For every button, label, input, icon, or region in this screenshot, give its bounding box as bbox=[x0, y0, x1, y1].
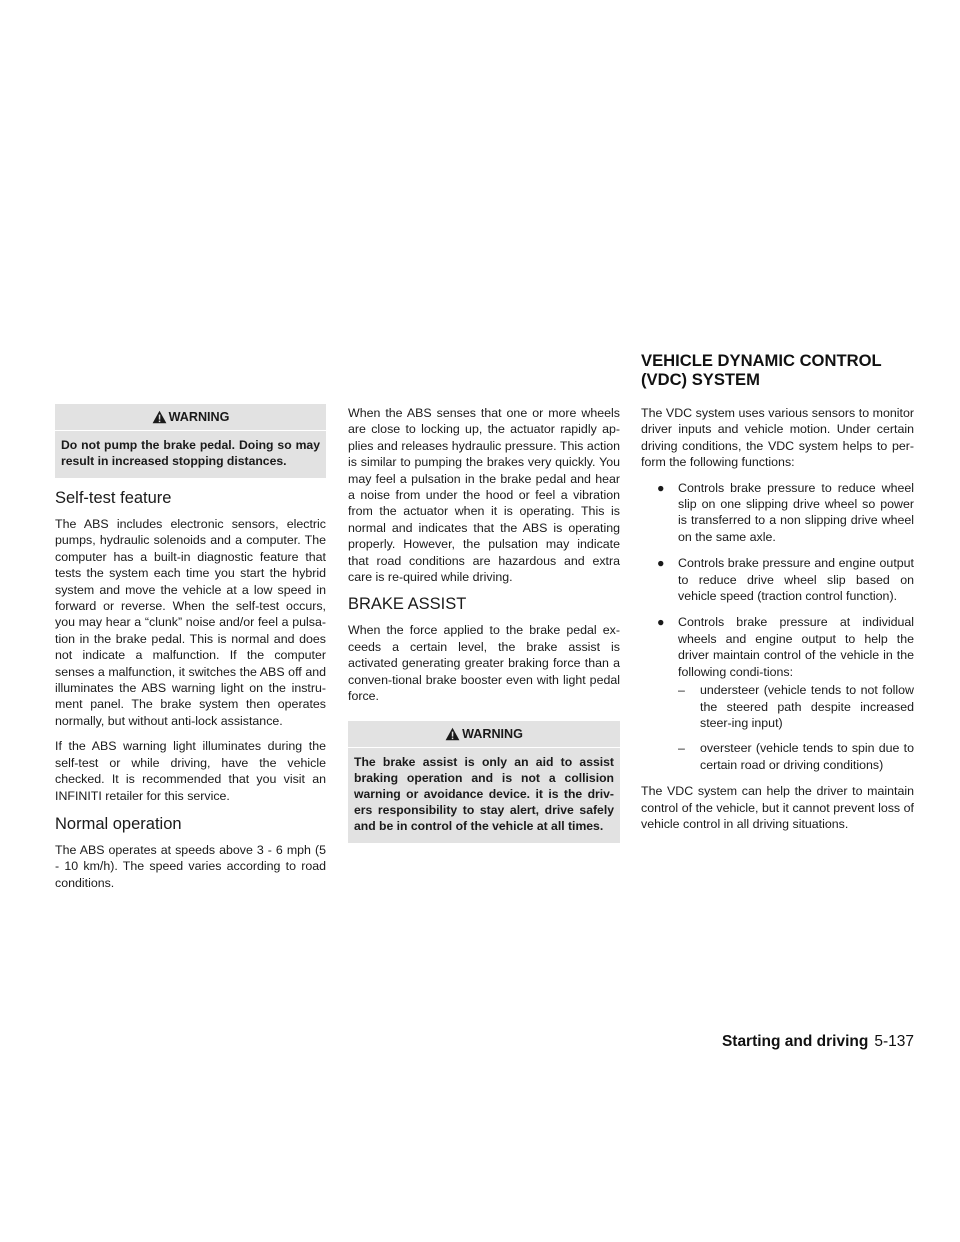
page-footer bbox=[722, 1033, 914, 1051]
vdc-intro-paragraph: The VDC system uses various sensors to monitor driver inputs and vehicle motion. Under certain driving conditions, the VDC system helps to per-form the following functions: bbox=[641, 406, 914, 470]
list-item: – understeer (vehicle tends to not follow the steered path despite increased steer-ing input) bbox=[678, 683, 914, 730]
warning-triangle-icon bbox=[445, 727, 460, 741]
list-item: – oversteer (vehicle tends to spin due to certain road or driving conditions) bbox=[678, 741, 914, 772]
bullet-icon: ● bbox=[657, 615, 665, 630]
vdc-function-list bbox=[641, 480, 914, 774]
list-item: ● Controls brake pressure at individual wheels and engine output to help the driver maintain control of the vehicle in the following condi-tions: – understeer (vehicle tends to not follow the steered path despite increased steer-ing input) – oversteer (vehicle tends to spin due to certain road or driving conditions) bbox=[657, 615, 914, 772]
condition-list bbox=[678, 682, 914, 773]
warning-text: The brake assist is only an aid to assist braking operation and is not a collision warning or avoidance device. it is the driv-ers responsibility to stay alert, drive safely and be in control of the vehicle at all times. bbox=[354, 754, 614, 833]
column-right bbox=[641, 405, 914, 841]
normal-operation-paragraph: The ABS operates at speeds above 3 - 6 mph (5 - 10 km/h). The speed varies according to road conditions. bbox=[55, 842, 326, 890]
page-number: 5-137 bbox=[874, 1033, 914, 1050]
bullet-icon: ● bbox=[657, 480, 665, 495]
vdc-closing-paragraph: The VDC system can help the driver to maintain control of the vehicle, but it cannot prevent loss of vehicle control in all driving situations. bbox=[641, 784, 914, 831]
warning-box-abs bbox=[55, 404, 326, 478]
abs-operation-paragraph: When the ABS senses that one or more wheels are close to locking up, the actuator rapidly ap-plies and releases hydraulic pressure. This action is similar to pumping the brakes very quickly. You may feel a pulsation in the brake pedal and hear a noise from under the hood or feel a vibration from the actuator when it is operating. This is normal and indicates that the ABS is operating properly. However, the pulsation may indicate that road conditions are hazardous and extra care is re-quired while driving. bbox=[348, 406, 620, 585]
warning-header bbox=[348, 725, 620, 748]
column-left bbox=[55, 404, 326, 900]
dash-icon: – bbox=[678, 741, 685, 756]
brake-assist-paragraph: When the force applied to the brake pedal ex-ceeds a certain level, the brake assist is activated generating greater braking force than a conven-tional brake booster even with light pedal force. bbox=[348, 623, 620, 704]
self-test-paragraph-1: The ABS includes electronic sensors, electric pumps, hydraulic solenoids and a computer. The computer has a built-in diagnostic feature that tests the system each time you start the hybrid system and move the vehicle at a low speed in forward or reverse. When the self-test occurs, you may hear a “clunk” noise and/or feel a pulsa-tion in the brake pedal. This is normal and does not indicate a malfunction. If the computer senses a malfunction, it switches the ABS off and illuminates the ABS warning light on the instru-ment panel. The brake system then operates normally, but without anti-lock assistance. bbox=[55, 517, 326, 728]
column-middle bbox=[348, 405, 620, 849]
warning-text: Do not pump the brake pedal. Doing so may result in increased stopping distances. bbox=[61, 438, 320, 468]
warning-triangle-icon bbox=[152, 410, 167, 424]
normal-operation-heading: Normal operation bbox=[55, 814, 182, 833]
warning-title: WARNING bbox=[168, 410, 230, 424]
self-test-paragraph-2: If the ABS warning light illuminates during the self-test or while driving, have the vehicle checked. It is recommended that you visit an INFINITI retailer for this service. bbox=[55, 739, 326, 803]
warning-title: WARNING bbox=[462, 726, 523, 741]
list-item: ● Controls brake pressure and engine output to reduce drive wheel slip based on vehicle speed (traction control function). bbox=[657, 556, 914, 604]
warning-box-brake-assist bbox=[348, 721, 620, 843]
chapter-name: Starting and driving bbox=[721, 1033, 869, 1050]
bullet-icon: ● bbox=[657, 556, 665, 571]
self-test-heading: Self-test feature bbox=[55, 489, 172, 507]
warning-header bbox=[55, 408, 326, 431]
brake-assist-heading: BRAKE ASSIST bbox=[348, 595, 467, 614]
list-item: ● Controls brake pressure to reduce wheel slip on one slipping drive wheel so power is transferred to a non slipping drive wheel on the same axle. bbox=[657, 480, 914, 544]
section-title-vdc: VEHICLE DYNAMIC CONTROL (VDC) SYSTEM bbox=[641, 351, 882, 389]
dash-icon: – bbox=[678, 683, 685, 698]
